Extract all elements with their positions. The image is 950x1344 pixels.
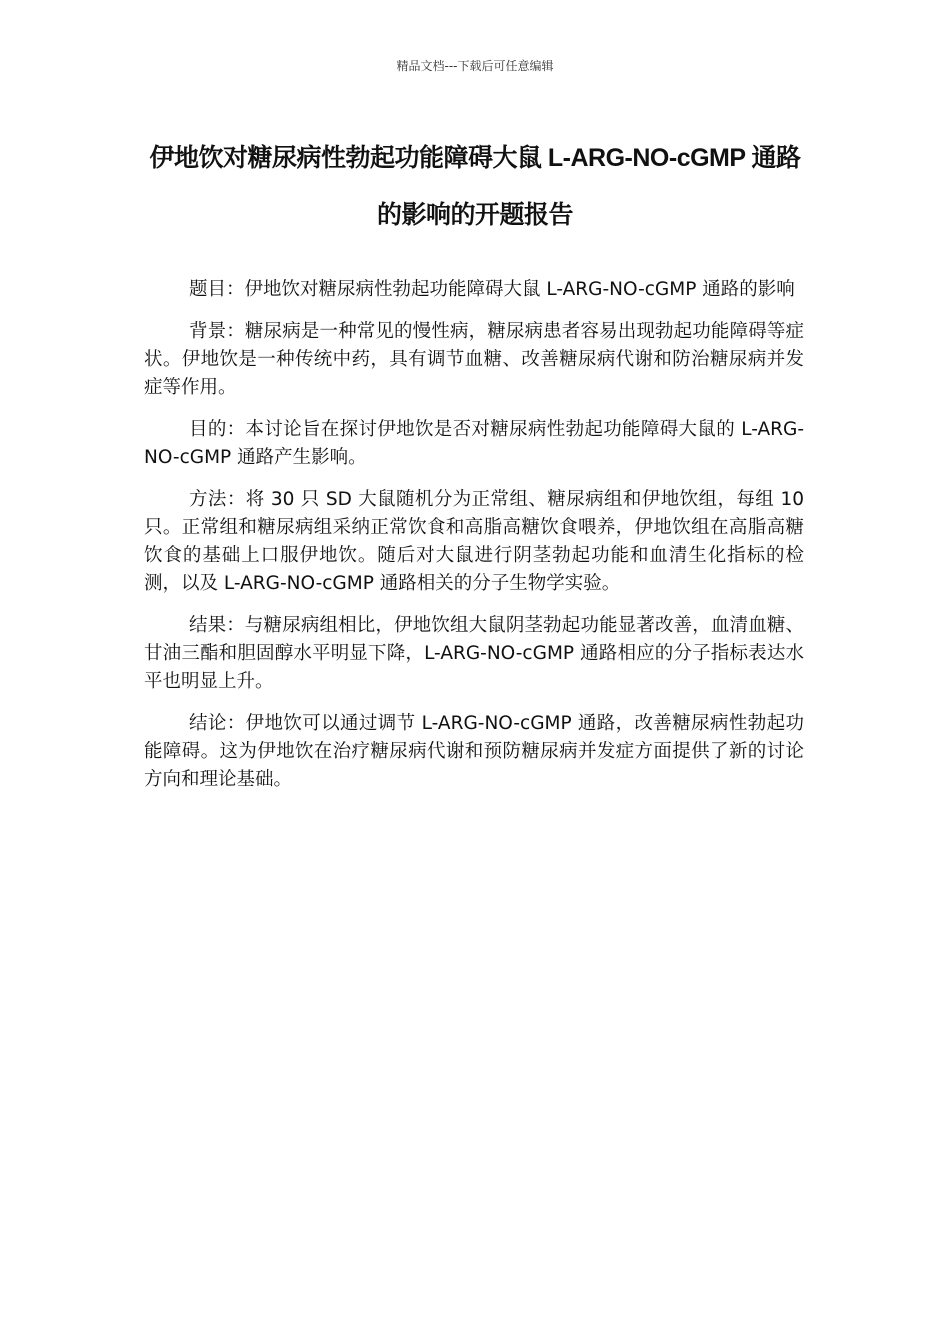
paragraph-methods: 方法：将 30 只 SD 大鼠随机分为正常组、糖尿病组和伊地饮组，每组 10 只。正常组和糖尿病组采纳正常饮食和高脂高糖饮食喂养，伊地饮组在高脂高糖饮食的基础上口服伊地饮。随后对大鼠进行阴茎勃起功能和血清生化指标的检测，以及 L-ARG-NO-cGMP 通路相关的分子生物学实验。: [144, 489, 804, 594]
paragraph-topic: 题目：伊地饮对糖尿病性勃起功能障碍大鼠 L-ARG-NO-cGMP 通路的影响: [189, 279, 795, 300]
page-header: 精品文档---下载后可任意编辑: [396, 59, 554, 73]
paragraph-background: 背景：糖尿病是一种常见的慢性病，糖尿病患者容易出现勃起功能障碍等症状。伊地饮是一种传统中药，具有调节血糖、改善糖尿病代谢和防治糖尿病并发症等作用。: [144, 321, 804, 398]
paragraph-results: 结果：与糖尿病组相比，伊地饮组大鼠阴茎勃起功能显著改善，血清血糖、甘油三酯和胆固醇水平明显下降，L-ARG-NO-cGMP 通路相应的分子指标表达水平也明显上升。: [144, 615, 804, 692]
document-body: [144, 276, 804, 808]
paragraph-conclusion: 结论：伊地饮可以通过调节 L-ARG-NO-cGMP 通路，改善糖尿病性勃起功能障碍。这为伊地饮在治疗糖尿病代谢和预防糖尿病并发症方面提供了新的讨论方向和理论基础。: [144, 713, 804, 790]
document-title: 伊地饮对糖尿病性勃起功能障碍大鼠 L-ARG-NO-cGMP 通路的影响的开题报告: [149, 144, 801, 229]
paragraph-objective: 目的：本讨论旨在探讨伊地饮是否对糖尿病性勃起功能障碍大鼠的 L-ARG-NO-cGMP 通路产生影响。: [144, 419, 804, 468]
